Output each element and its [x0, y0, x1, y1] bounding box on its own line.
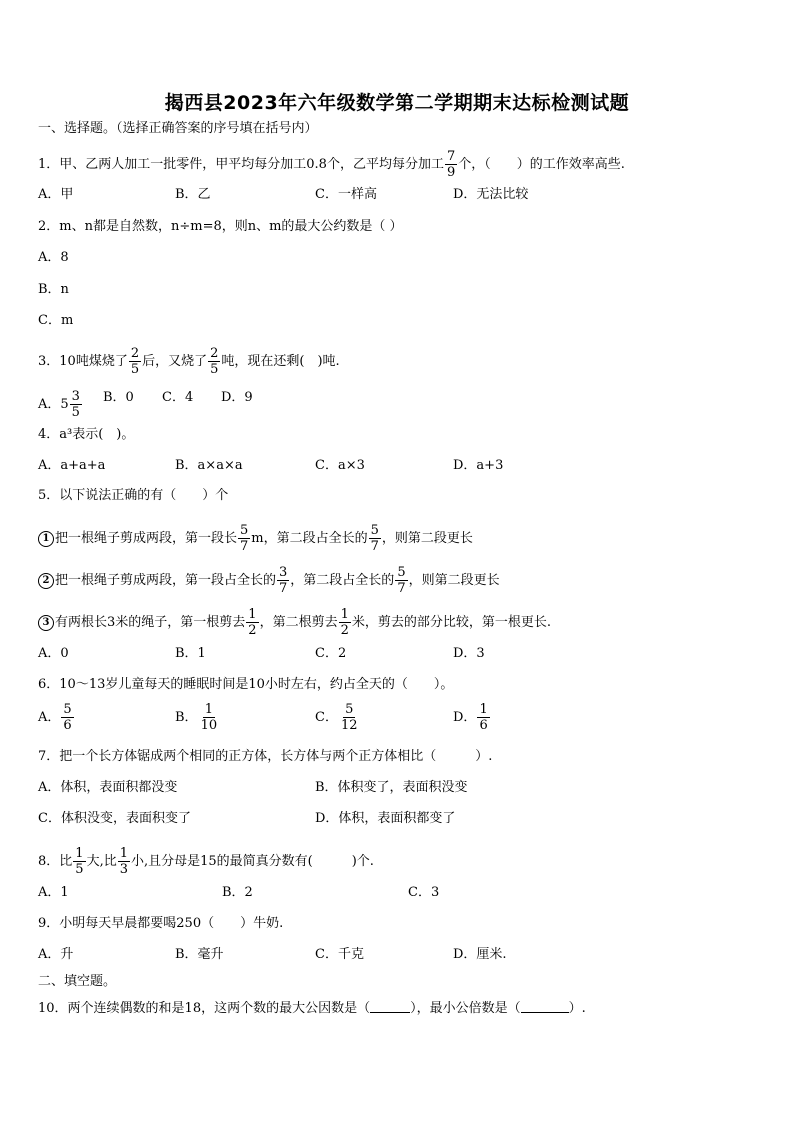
- question-4: 4．a³表示( )。: [38, 427, 135, 442]
- question-1-text-a: 1．甲、乙两人加工一批零件，甲平均每分加工0.8个，乙平均每分加工: [38, 157, 444, 172]
- question-9-option-a[interactable]: A．升: [38, 947, 74, 962]
- fraction: $\frac{5}{7}$: [397, 565, 406, 596]
- question-1-option-d[interactable]: D．无法比较: [453, 187, 529, 202]
- question-1-text-b: 个，（ ）的工作效率高些.: [458, 157, 625, 172]
- question-6: 6．10～13岁儿童每天的睡眠时间是10小时左右，约占全天的（ ）。: [38, 677, 454, 692]
- question-6-option-b[interactable]: B． $\frac{1}{10}$: [175, 702, 218, 733]
- question-2-option-a[interactable]: A．8: [38, 250, 69, 265]
- fraction: $\frac{3}{7}$: [279, 565, 288, 596]
- question-9-option-c[interactable]: C．千克: [315, 947, 364, 962]
- question-5: 5．以下说法正确的有（ ）个: [38, 488, 229, 503]
- question-7: 7．把一个长方体锯成两个相同的正方体，长方体与两个正方体相比（ ）.: [38, 749, 493, 764]
- question-9: 9．小明每天早晨都要喝250（ ）牛奶.: [38, 916, 284, 931]
- question-1: [38, 150, 625, 179]
- question-4-option-d[interactable]: D．a+3: [453, 458, 504, 473]
- fraction: $\frac{1}{6}$: [479, 702, 488, 733]
- question-2: 2．m、n都是自然数，n÷m=8，则n、m的最大公约数是（ ）: [38, 219, 403, 234]
- question-5-statement-3: 3 有两根长3米的绳子，第一根剪去 $\frac{1}{2}$ ，第二根剪去 $\frac{1}{2}$ 米，剪去的部分比较，第一根更长.: [38, 608, 551, 637]
- fraction: $\frac{7}{9}$: [446, 149, 456, 180]
- question-4-option-b[interactable]: B．a×a×a: [175, 458, 243, 473]
- question-5-option-b[interactable]: B．1: [175, 646, 206, 661]
- question-3-option-b[interactable]: B．0: [103, 390, 134, 405]
- question-5-option-c[interactable]: C．2: [315, 646, 347, 661]
- question-8-option-c[interactable]: C．3: [408, 885, 440, 900]
- question-7-option-b[interactable]: B．体积变了，表面积没变: [315, 780, 468, 795]
- question-4-option-c[interactable]: C．a×3: [315, 458, 365, 473]
- question-10: 10．两个连续偶数的和是18，这两个数的最大公因数是（ ），最小公倍数是（ ）.: [38, 1001, 586, 1016]
- fraction: $\frac{1}{5}$: [75, 846, 84, 877]
- question-9-option-d[interactable]: D．厘米.: [453, 947, 507, 962]
- question-4-option-a[interactable]: A．a+a+a: [38, 458, 106, 473]
- question-3-option-c[interactable]: C．4: [162, 390, 194, 405]
- circled-number-1: 1: [38, 531, 54, 547]
- fraction: $\frac{1}{2}$: [248, 607, 257, 638]
- fraction: $\frac{3}{5}$: [71, 389, 80, 420]
- question-3-text-a: 3．10吨煤烧了: [38, 354, 128, 369]
- question-9-option-b[interactable]: B．毫升: [175, 947, 224, 962]
- question-7-option-d[interactable]: D．体积，表面积都变了: [315, 811, 456, 826]
- question-6-option-d[interactable]: D． $\frac{1}{6}$: [453, 702, 488, 733]
- question-5-option-a[interactable]: A．0: [38, 646, 69, 661]
- circled-number-2: 2: [38, 573, 54, 589]
- question-1-option-b[interactable]: B．乙: [175, 187, 211, 202]
- fraction: $\frac{1}{10}$: [200, 702, 218, 733]
- question-6-option-c[interactable]: C． $\frac{5}{12}$: [315, 702, 358, 733]
- question-8-option-b[interactable]: B．2: [222, 885, 253, 900]
- fraction: $\frac{5}{7}$: [240, 523, 249, 554]
- fraction: $\frac{5}{6}$: [63, 702, 72, 733]
- question-7-option-c[interactable]: C．体积没变，表面积变了: [38, 811, 191, 826]
- answer-blank-gcd[interactable]: [370, 1000, 410, 1013]
- question-5-statement-1: 1 把一根绳子剪成两段，第一段长 $\frac{5}{7}$ m，第二段占全长的 $\frac{5}{7}$ ，则第二段更长: [38, 524, 473, 553]
- question-2-option-b[interactable]: B．n: [38, 282, 69, 297]
- page-title: 揭西县2023年六年级数学第二学期期末达标检测试题: [164, 92, 630, 114]
- question-8-option-a[interactable]: A．1: [38, 885, 69, 900]
- circled-number-3: 3: [38, 615, 54, 631]
- question-1-option-a[interactable]: A．甲: [38, 187, 74, 202]
- question-3-text-c: 吨，现在还剩( )吨.: [221, 354, 340, 369]
- fraction: $\frac{1}{2}$: [340, 607, 349, 638]
- question-1-option-c[interactable]: C．一样高: [315, 187, 377, 202]
- question-5-option-d[interactable]: D．3: [453, 646, 485, 661]
- question-5-statement-2: 2 把一根绳子剪成两段，第一段占全长的 $\frac{3}{7}$ ，第二段占全长的 $\frac{5}{7}$ ，则第二段更长: [38, 566, 500, 595]
- fraction: $\frac{5}{7}$: [370, 523, 379, 554]
- fraction: $\frac{2}{5}$: [130, 346, 140, 377]
- section-heading-fill: 二、填空题。: [38, 974, 117, 989]
- question-3-text-b: 后，又烧了: [142, 354, 208, 369]
- question-3-option-d[interactable]: D．9: [221, 390, 253, 405]
- fraction: $\frac{1}{3}$: [119, 846, 128, 877]
- question-7-option-a[interactable]: A．体积，表面积都没变: [38, 780, 178, 795]
- answer-blank-lcm[interactable]: [521, 1000, 569, 1013]
- question-3: [38, 347, 340, 376]
- fraction: $\frac{5}{12}$: [340, 702, 358, 733]
- question-6-option-a[interactable]: A． $\frac{5}{6}$: [38, 702, 72, 733]
- section-heading-choice: 一、选择题。（选择正确答案的序号填在括号内）: [38, 121, 318, 136]
- question-3-option-a[interactable]: A．5 $\frac{3}{5}$: [38, 389, 80, 420]
- question-2-option-c[interactable]: C．m: [38, 313, 74, 328]
- fraction: $\frac{2}{5}$: [210, 346, 219, 377]
- question-8: 8．比 $\frac{1}{5}$ 大,比 $\frac{1}{3}$ 小,且分母是15的最简真分数有( )个.: [38, 846, 374, 877]
